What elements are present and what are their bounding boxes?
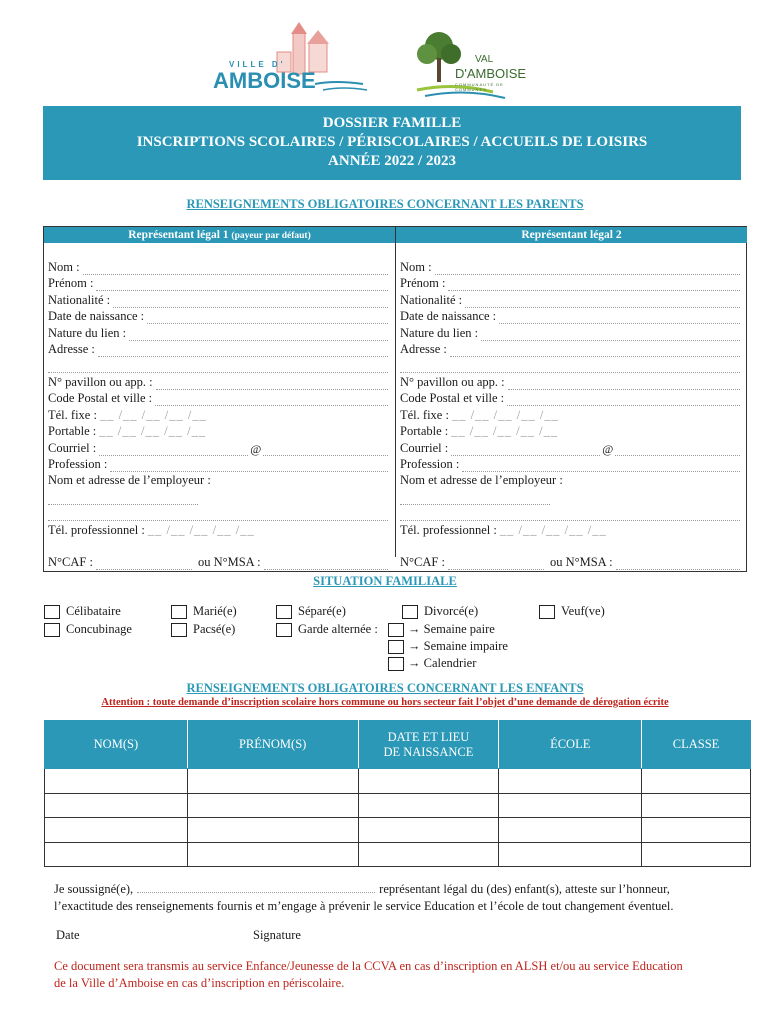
rep2-portable-field[interactable]: Portable : __ /__ /__ /__ /__: [400, 424, 559, 438]
logo-tagline-text: COMMUNAUTÉ DE COMMUNES: [455, 82, 504, 92]
table-cell[interactable]: [642, 793, 751, 818]
table-cell[interactable]: [358, 793, 499, 818]
rep1-naissance-field[interactable]: Date de naissance :: [48, 308, 388, 324]
table-cell[interactable]: [187, 793, 358, 818]
table-cell[interactable]: [45, 769, 188, 794]
signature-label: Signature: [253, 928, 301, 942]
table-cell[interactable]: [499, 793, 642, 818]
rep1-tel-pro-field[interactable]: Tél. professionnel : __ /__ /__ /__ /__: [48, 523, 255, 537]
table-row: [45, 818, 751, 843]
rep1-caf-field[interactable]: N°CAF : ou N°MSA :: [48, 554, 388, 570]
rep2-courriel-field[interactable]: Courriel : @: [400, 440, 740, 456]
table-row: [45, 842, 751, 867]
rep1-prenom-field[interactable]: Prénom :: [48, 275, 388, 291]
rep2-nom-field[interactable]: Nom :: [400, 259, 740, 275]
rep2-naissance-field[interactable]: Date de naissance :: [400, 308, 740, 324]
soussigne-input[interactable]: [137, 883, 375, 893]
at-sign: @: [250, 442, 262, 456]
rep1-header: Représentant légal 1 (payeur par défaut): [44, 227, 395, 243]
checkbox-icon[interactable]: [171, 623, 187, 637]
table-cell[interactable]: [187, 818, 358, 843]
rep1-tel-fixe-field[interactable]: Tél. fixe : __ /__ /__ /__ /__: [48, 408, 207, 422]
val-amboise-logo: [415, 30, 535, 102]
calendrier-checkbox[interactable]: → Calendrier: [388, 656, 476, 671]
rep1-employeur-line-2[interactable]: [48, 489, 198, 505]
table-cell[interactable]: [45, 793, 188, 818]
ville-amboise-logo: [205, 22, 375, 97]
checkbox-icon[interactable]: [388, 640, 404, 654]
table-cell[interactable]: [499, 818, 642, 843]
checkbox-icon[interactable]: [276, 605, 292, 619]
table-cell[interactable]: [45, 842, 188, 867]
rep2-pavillon-field[interactable]: N° pavillon ou app. :: [400, 374, 740, 390]
declaration: [54, 881, 754, 915]
checkbox-icon[interactable]: [276, 623, 292, 637]
checkbox-icon[interactable]: [44, 623, 60, 637]
col-classe-header: CLASSE: [642, 721, 751, 769]
table-cell[interactable]: [642, 769, 751, 794]
rep2-tel-pro-field[interactable]: Tél. professionnel : __ /__ /__ /__ /__: [400, 523, 607, 537]
rep2-employeur-line-3[interactable]: [400, 505, 740, 521]
logo-amboise-text: AMBOISE: [213, 68, 316, 93]
celibataire-checkbox[interactable]: Célibataire: [44, 604, 121, 619]
rep1-lien-field[interactable]: Nature du lien :: [48, 325, 388, 341]
children-table: [44, 720, 751, 867]
situation-section-title: SITUATION FAMILIALE: [313, 574, 457, 588]
rep1-nom-field[interactable]: Nom :: [48, 259, 388, 275]
rep2-prenom-field[interactable]: Prénom :: [400, 275, 740, 291]
concubinage-checkbox[interactable]: Concubinage: [44, 622, 132, 637]
rep1-portable-field[interactable]: Portable : __ /__ /__ /__ /__: [48, 424, 207, 438]
parents-section-title: RENSEIGNEMENTS OBLIGATOIRES CONCERNANT LES PARENTS: [186, 197, 584, 211]
rep1-adresse-line-2[interactable]: [48, 357, 388, 373]
rep2-header: Représentant légal 2: [396, 227, 747, 243]
rep2-employeur-field[interactable]: Nom et adresse de l’employeur :: [400, 473, 563, 487]
garde-alternee-checkbox[interactable]: Garde alternée :: [276, 622, 378, 637]
declaration-line-2: l’exactitude des renseignements fournis et m’engage à prévenir le service Education et l’école de tout changement éventuel.: [54, 899, 674, 913]
rep2-tel-fixe-field[interactable]: Tél. fixe : __ /__ /__ /__ /__: [400, 408, 559, 422]
enfants-section-title: RENSEIGNEMENTS OBLIGATOIRES CONCERNANT LES ENFANTS: [186, 681, 584, 695]
semaine-paire-checkbox[interactable]: → Semaine paire: [388, 622, 495, 637]
marie-checkbox[interactable]: Marié(e): [171, 604, 237, 619]
logo-damboise-text: D'AMBOISE: [455, 66, 527, 81]
rep2-caf-field[interactable]: N°CAF : ou N°MSA :: [400, 554, 740, 570]
banner-line-1: DOSSIER FAMILLE: [322, 115, 462, 131]
notice-line-1: Ce document sera transmis au service Enfance/Jeunesse de la CCVA en cas d’inscription en ALSH et/ou au service Education: [54, 959, 683, 973]
transmission-notice: [54, 958, 759, 992]
table-cell[interactable]: [642, 818, 751, 843]
logo-ville-text: VILLE D': [229, 60, 286, 69]
rep1-cp-field[interactable]: Code Postal et ville :: [48, 390, 388, 406]
col-date-header: DATE ET LIEU DE NAISSANCE: [358, 721, 499, 769]
table-cell[interactable]: [187, 769, 358, 794]
checkbox-icon[interactable]: [171, 605, 187, 619]
table-row: [45, 769, 751, 794]
table-cell[interactable]: [358, 818, 499, 843]
rep1-nationalite-field[interactable]: Nationalité :: [48, 292, 388, 308]
at-sign: @: [602, 442, 614, 456]
veuf-checkbox[interactable]: Veuf(ve): [539, 604, 605, 619]
logo-val-text: VAL: [475, 54, 494, 65]
rep2-nationalite-field[interactable]: Nationalité :: [400, 292, 740, 308]
rep1-employeur-line-3[interactable]: [48, 505, 388, 521]
rep2-lien-field[interactable]: Nature du lien :: [400, 325, 740, 341]
rep1-profession-field[interactable]: Profession :: [48, 456, 388, 472]
title-banner: [43, 106, 741, 180]
col-ecole-header: ÉCOLE: [499, 721, 642, 769]
pacse-checkbox[interactable]: Pacsé(e): [171, 622, 235, 637]
notice-line-2: de la Ville d’Amboise en cas d’inscription en périscolaire.: [54, 976, 345, 990]
banner-line-3: ANNÉE 2022 / 2023: [328, 153, 456, 169]
checkbox-icon[interactable]: [388, 623, 404, 637]
divorce-checkbox[interactable]: Divorcé(e): [402, 604, 478, 619]
declaration-line-1: Je soussigné(e), représentant légal du (des) enfant(s), atteste sur l’honneur,: [54, 882, 670, 896]
banner-line-2: INSCRIPTIONS SCOLAIRES / PÉRISCOLAIRES / ACCUEILS DE LOISIRS: [136, 134, 648, 150]
rep2-cp-field[interactable]: Code Postal et ville :: [400, 390, 740, 406]
col-nom-header: NOM(S): [45, 721, 188, 769]
rep2-employeur-line-2[interactable]: [400, 489, 550, 505]
checkbox-icon[interactable]: [539, 605, 555, 619]
checkbox-icon[interactable]: [388, 657, 404, 671]
table-cell[interactable]: [499, 842, 642, 867]
rep1-courriel-field[interactable]: Courriel : @: [48, 440, 388, 456]
date-label: Date: [56, 928, 80, 942]
table-row: [45, 793, 751, 818]
table-cell[interactable]: [45, 818, 188, 843]
table-cell[interactable]: [358, 769, 499, 794]
rep2-adresse-line-2[interactable]: [400, 357, 740, 373]
rep1-pavillon-field[interactable]: N° pavillon ou app. :: [48, 374, 388, 390]
rep2-profession-field[interactable]: Profession :: [400, 456, 740, 472]
table-cell[interactable]: [499, 769, 642, 794]
separe-checkbox[interactable]: Séparé(e): [276, 604, 346, 619]
rep2-adresse-field[interactable]: Adresse :: [400, 341, 740, 357]
table-cell[interactable]: [187, 842, 358, 867]
checkbox-icon[interactable]: [402, 605, 418, 619]
rep1-employeur-field[interactable]: Nom et adresse de l’employeur :: [48, 473, 211, 487]
col-prenom-header: PRÉNOM(S): [187, 721, 358, 769]
semaine-impaire-checkbox[interactable]: → Semaine impaire: [388, 639, 508, 654]
column-divider: [395, 227, 396, 557]
rep1-adresse-field[interactable]: Adresse :: [48, 341, 388, 357]
derogation-warning: Attention : toute demande d’inscription scolaire hors commune ou hors secteur fait l’objet d’une demande de dérogation écrite: [101, 697, 669, 708]
table-header-row: [45, 721, 751, 769]
parents-box: [43, 226, 747, 572]
checkbox-icon[interactable]: [44, 605, 60, 619]
table-cell[interactable]: [642, 842, 751, 867]
table-cell[interactable]: [358, 842, 499, 867]
